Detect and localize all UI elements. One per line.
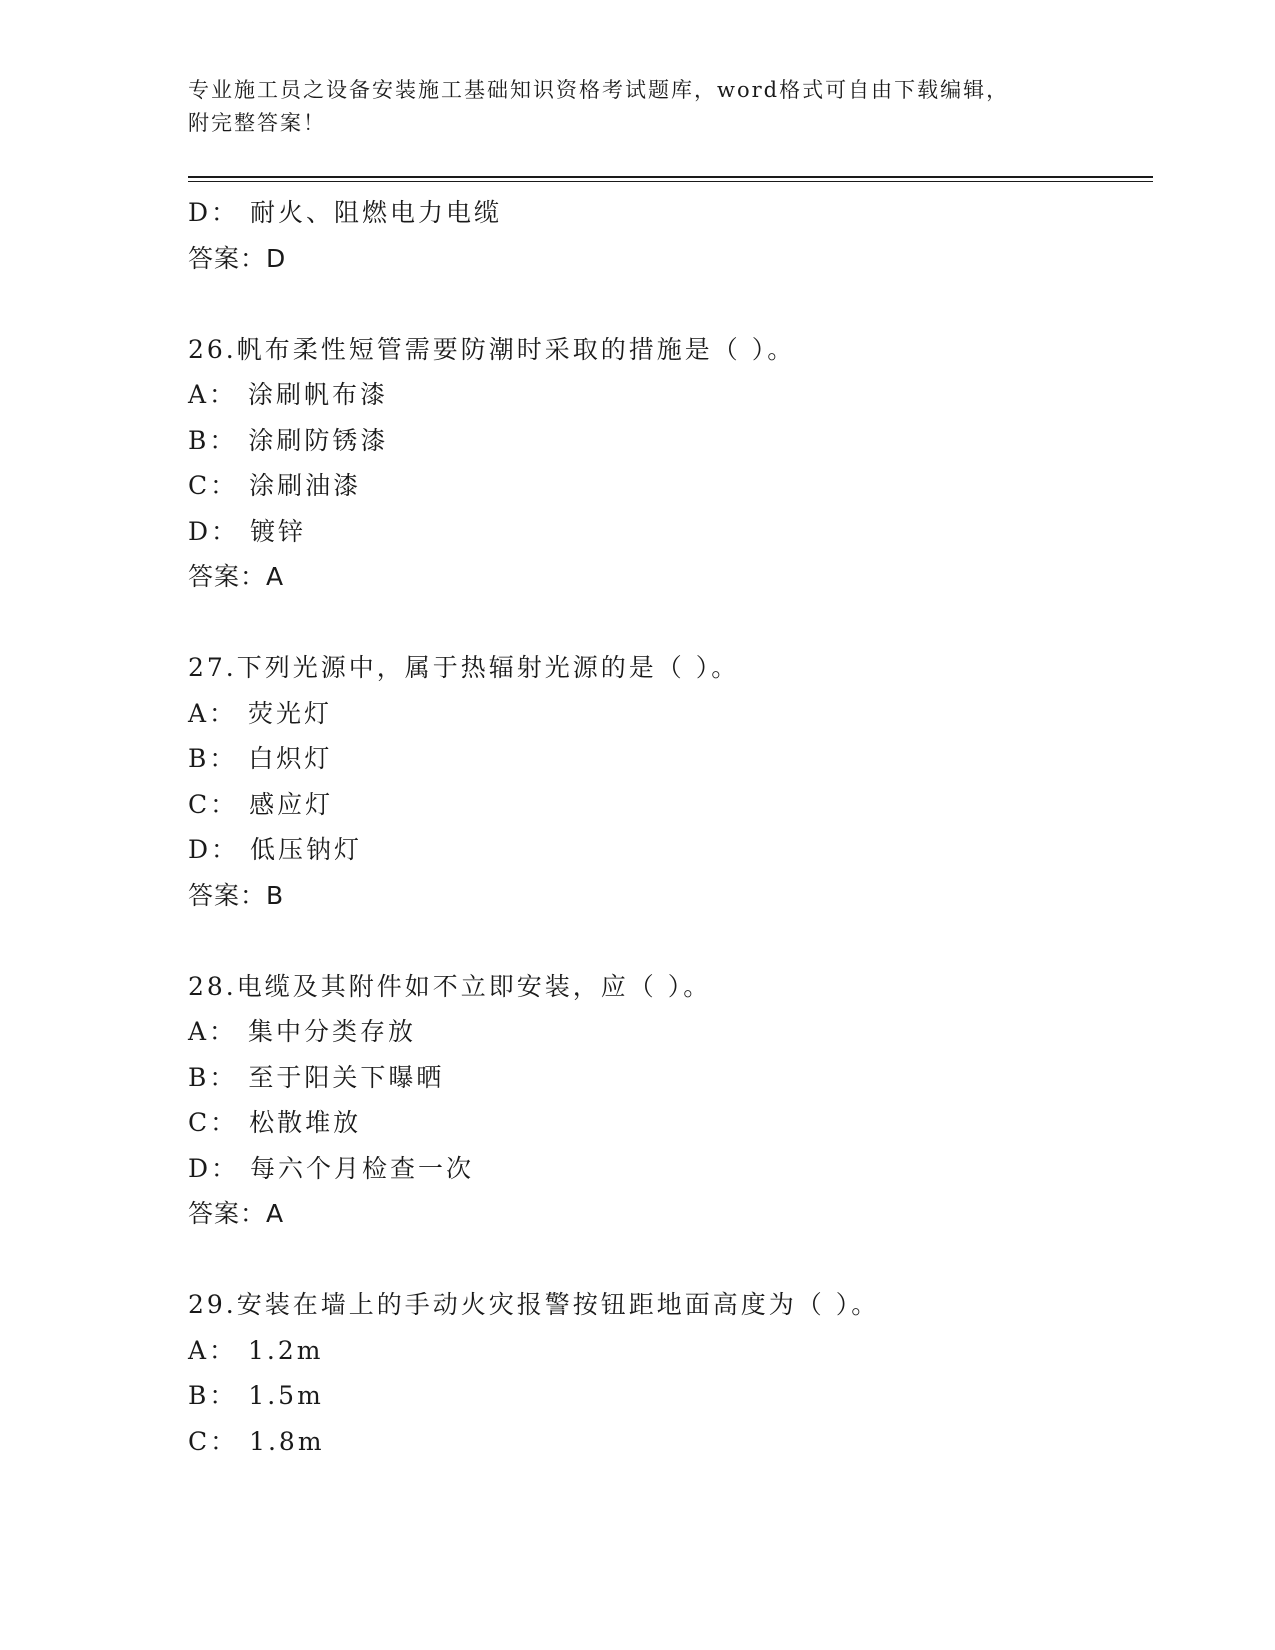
prev-answer: 答案：D xyxy=(188,243,287,273)
option-d: D： 低压钠灯 xyxy=(188,835,362,864)
question-28 xyxy=(188,964,1153,1237)
option-b: B： 1.5m xyxy=(188,1381,324,1410)
question-stem: 28.电缆及其附件如不立即安装，应（ ）。 xyxy=(188,971,712,1001)
option-a: A： 1.2m xyxy=(188,1335,324,1365)
question-list xyxy=(188,190,1153,1464)
question-29 xyxy=(188,1282,1153,1464)
header-line-2: 附完整答案！ xyxy=(188,111,326,135)
option-c: C： 1.8m xyxy=(188,1426,325,1456)
option-d: D： 镀锌 xyxy=(188,516,306,546)
option-c: C： 感应灯 xyxy=(188,789,334,819)
header-divider xyxy=(188,176,1153,182)
option-b: B： 至于阳关下曝晒 xyxy=(188,1062,445,1092)
option-b: B： 白炽灯 xyxy=(188,744,333,773)
question-26 xyxy=(188,327,1153,600)
question-stem: 27.下列光源中，属于热辐射光源的是（ ）。 xyxy=(188,653,740,682)
prev-option-d: D： 耐火、阻燃电力电缆 xyxy=(188,198,502,227)
header-line-1: 专业施工员之设备安装施工基础知识资格考试题库，word格式可自由下载编辑， xyxy=(188,78,1010,102)
document-header xyxy=(188,74,1088,140)
option-b: B： 涂刷防锈漆 xyxy=(188,425,389,455)
question-27 xyxy=(188,645,1153,918)
answer: 答案：A xyxy=(188,1199,285,1228)
option-d: D： 每六个月检查一次 xyxy=(188,1153,474,1183)
answer: 答案：B xyxy=(188,880,285,910)
option-a: A： 荧光灯 xyxy=(188,698,333,728)
option-c: C： 松散堆放 xyxy=(188,1108,362,1137)
option-a: A： 集中分类存放 xyxy=(188,1017,417,1046)
question-stem: 29.安装在墙上的手动火灾报警按钮距地面高度为（ ）。 xyxy=(188,1290,880,1319)
question-stem: 26.帆布柔性短管需要防潮时采取的措施是（ ）。 xyxy=(188,334,796,364)
answer: 答案：A xyxy=(188,562,285,591)
option-a: A： 涂刷帆布漆 xyxy=(188,380,389,409)
option-c: C： 涂刷油漆 xyxy=(188,471,362,500)
